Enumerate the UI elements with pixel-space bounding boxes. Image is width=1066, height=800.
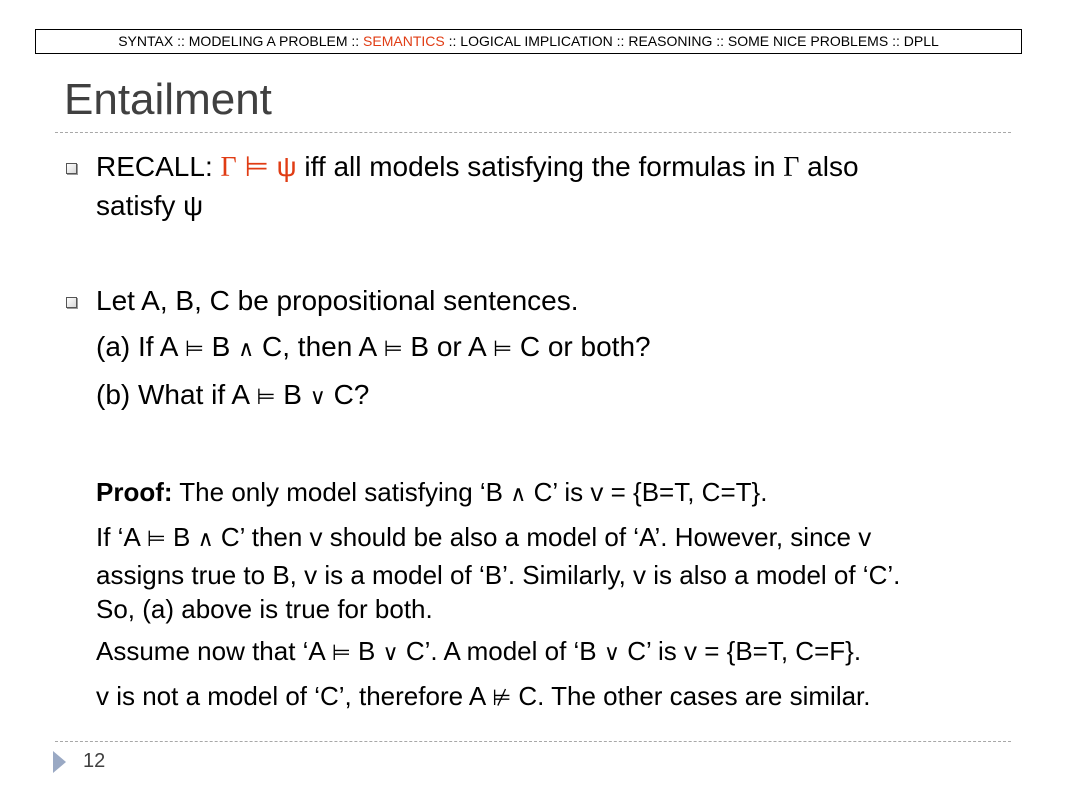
proof-line-5	[96, 632, 861, 673]
nav-separator: ::	[712, 33, 728, 49]
models-symbol: ⊨	[184, 337, 204, 362]
proof-text: B	[165, 522, 198, 552]
proof-line-3: assigns true to B, v is a model of ‘B’. Similarly, v is also a model of ‘C’.	[96, 560, 901, 590]
section-navigation-bar	[35, 29, 1022, 54]
psi-symbol: ψ	[276, 151, 297, 182]
models-symbol: ⊨	[244, 151, 269, 182]
question-b-text: C?	[325, 379, 370, 410]
title-divider	[55, 132, 1011, 133]
bullet-square-icon	[66, 163, 77, 174]
models-symbol: ⊨	[492, 337, 513, 362]
question-a-text: C or both?	[512, 331, 651, 362]
proof-text: C’ then v should be also a model of ‘A’. However, since v	[213, 522, 872, 552]
question-b-text: (b) What if A	[96, 379, 249, 410]
and-symbol: ∧	[238, 337, 255, 362]
proof-text: C’ is v = {B=T, C=T}.	[526, 477, 768, 507]
page-number: 12	[83, 750, 106, 772]
question-a-text: (a) If A	[96, 331, 177, 362]
question-a	[96, 328, 651, 369]
footer-divider	[55, 741, 1011, 742]
proof-text: C’ is v = {B=T, C=F}.	[619, 636, 862, 666]
models-symbol: ⊨	[383, 337, 403, 362]
gamma-symbol: Γ	[783, 152, 800, 183]
bullet-square-icon	[66, 297, 77, 308]
nav-separator: ::	[347, 33, 364, 49]
nav-item-modeling[interactable]: MODELING A PROBLEM	[188, 33, 348, 49]
question-a-text: B	[203, 331, 239, 362]
nav-item-semantics-active[interactable]: SEMANTICS	[363, 33, 445, 49]
models-symbol: ⊨	[146, 527, 166, 552]
proof-text: v is not a model of ‘C’, therefore A	[96, 681, 485, 711]
proof-line-4: So, (a) above is true for both.	[96, 594, 433, 624]
nav-item-syntax[interactable]: SYNTAX	[118, 33, 174, 49]
proof-text: C’. A model of ‘B	[398, 636, 604, 666]
proof-text: Assume now that ‘A	[96, 636, 325, 666]
and-symbol: ∧	[510, 482, 527, 507]
not-models-symbol: ⊭	[492, 686, 512, 711]
proof-text: The only model satisfying ‘B	[172, 477, 511, 507]
recall-definition: iff all models satisfying the formulas in	[296, 151, 784, 182]
question-a-text: C, then A	[254, 331, 376, 362]
question-a-text: B or A	[402, 331, 486, 362]
proof-label: Proof:	[96, 477, 173, 507]
nav-separator: ::	[612, 33, 629, 49]
nav-item-reasoning[interactable]: REASONING	[628, 33, 713, 49]
question-b	[96, 376, 369, 417]
proof-line-6	[96, 677, 871, 718]
recall-label: RECALL:	[96, 151, 221, 182]
or-symbol: ∨	[309, 385, 326, 410]
or-symbol: ∨	[603, 641, 620, 666]
proof-text: If ‘A	[96, 522, 140, 552]
play-arrow-icon	[53, 751, 66, 773]
nav-separator: ::	[173, 33, 189, 49]
nav-item-nice-problems[interactable]: SOME NICE PROBLEMS	[727, 33, 889, 49]
nav-separator: ::	[444, 33, 461, 49]
nav-item-logical-implication[interactable]: LOGICAL IMPLICATION	[460, 33, 613, 49]
models-symbol: ⊨	[331, 641, 351, 666]
question-intro: Let A, B, C be propositional sentences.	[96, 285, 579, 316]
slide-title: Entailment	[64, 75, 272, 124]
gamma-symbol: Γ	[220, 152, 237, 183]
nav-separator: ::	[888, 33, 904, 49]
recall-also: also	[799, 151, 859, 182]
models-symbol: ⊨	[256, 385, 276, 410]
proof-text: B	[350, 636, 383, 666]
nav-item-dpll[interactable]: DPLL	[903, 33, 939, 49]
proof-line-2	[96, 518, 871, 559]
proof-line-1	[96, 473, 767, 514]
question-b-text: B	[275, 379, 310, 410]
and-symbol: ∧	[197, 527, 214, 552]
recall-line-2: satisfy ψ	[96, 190, 204, 221]
recall-line	[96, 148, 859, 187]
proof-text: C. The other cases are similar.	[511, 681, 871, 711]
or-symbol: ∨	[382, 641, 399, 666]
